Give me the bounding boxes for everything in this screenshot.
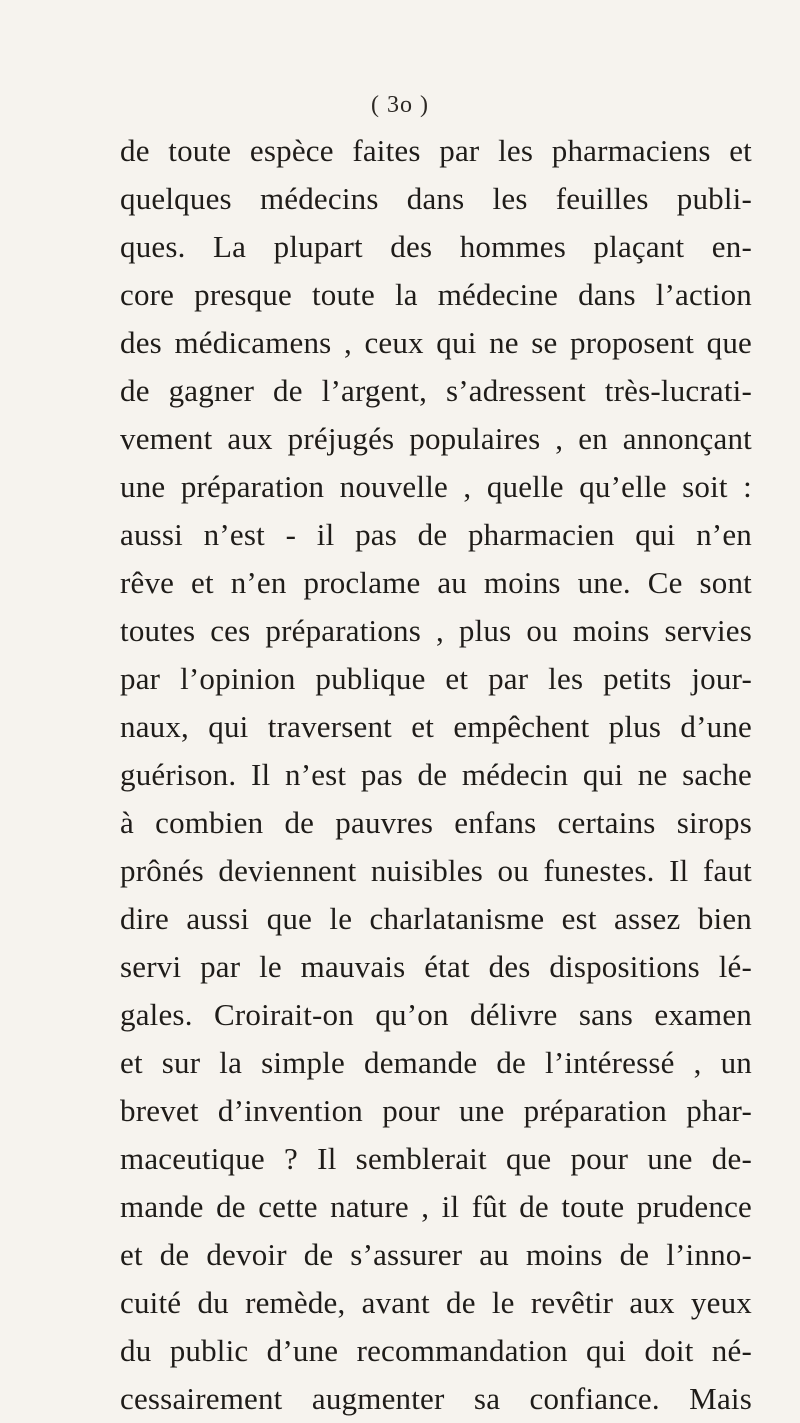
text-line: mande de cette nature , il fût de toute prudence	[120, 1189, 752, 1224]
text-line: aussi n’est - il pas de pharmacien qui n’en	[120, 517, 752, 552]
text-line: naux, qui traversent et empêchent plus d’une	[120, 709, 752, 744]
text-line: du public d’une recommandation qui doit né-	[120, 1333, 752, 1368]
text-line: brevet d’invention pour une préparation phar-	[120, 1093, 752, 1128]
text-line: dire aussi que le charlatanisme est assez bien	[120, 901, 752, 936]
text-line: par l’opinion publique et par les petits jour-	[120, 661, 752, 696]
text-line: des médicamens , ceux qui ne se proposent que	[120, 325, 752, 360]
text-line: maceutique ? Il semblerait que pour une de-	[120, 1141, 752, 1176]
text-line: toutes ces préparations , plus ou moins servies	[120, 613, 752, 648]
text-line: cessairement augmenter sa confiance. Mais	[120, 1381, 752, 1416]
text-line: et sur la simple demande de l’intéressé , un	[120, 1045, 752, 1080]
text-line: à combien de pauvres enfans certains sirops	[120, 805, 752, 840]
text-line: ques. La plupart des hommes plaçant en-	[120, 229, 752, 264]
text-line: vement aux préjugés populaires , en annonçant	[120, 421, 752, 456]
text-line: de gagner de l’argent, s’adressent très-lucrati-	[120, 373, 752, 408]
text-line: et de devoir de s’assurer au moins de l’inno-	[120, 1237, 752, 1272]
text-line: core presque toute la médecine dans l’action	[120, 277, 752, 312]
body-text	[120, 127, 752, 1423]
text-line: gales. Croirait-on qu’on délivre sans examen	[120, 997, 752, 1032]
text-line: cuité du remède, avant de le revêtir aux yeux	[120, 1285, 752, 1320]
text-line: quelques médecins dans les feuilles publi-	[120, 181, 752, 216]
text-line: de toute espèce faites par les pharmaciens et	[120, 133, 752, 168]
page-number: ( 3o )	[371, 92, 429, 118]
text-line: guérison. Il n’est pas de médecin qui ne sache	[120, 757, 752, 792]
text-line: servi par le mauvais état des dispositions lé-	[120, 949, 752, 984]
text-line: prônés deviennent nuisibles ou funestes. Il faut	[120, 853, 752, 888]
text-line: rêve et n’en proclame au moins une. Ce sont	[120, 565, 752, 600]
text-line: une préparation nouvelle , quelle qu’elle soit :	[120, 469, 752, 504]
